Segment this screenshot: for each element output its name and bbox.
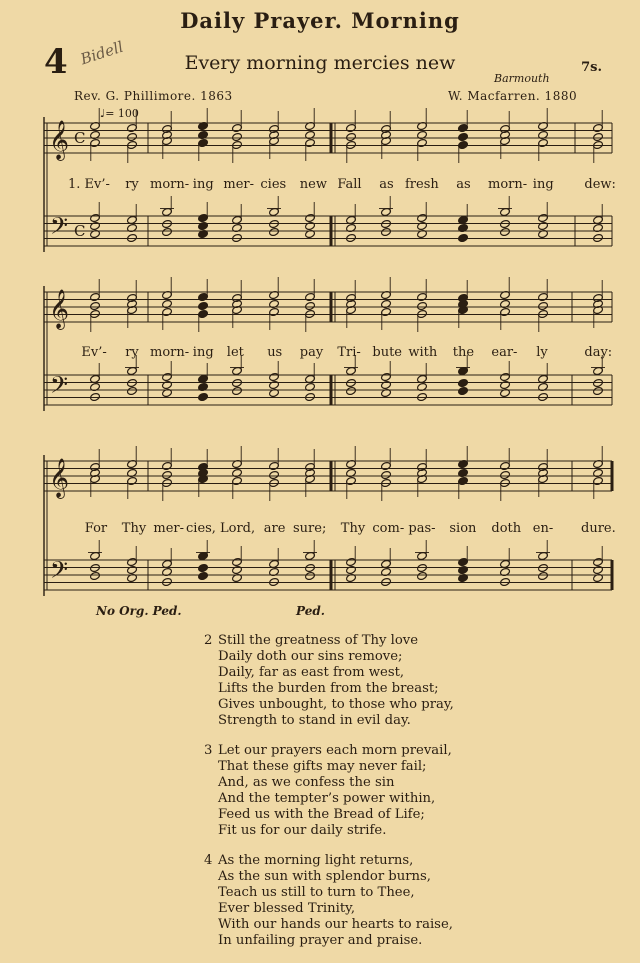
bass-clef: 𝄢 [50,371,69,404]
bass-note [198,221,209,230]
lyric-syllable: en- [532,521,554,536]
verse [204,743,454,839]
lyric-syllable: ly [536,345,548,360]
bass-note [162,219,173,228]
bass-note [346,386,357,395]
composer-credit: W. Macfarren. 1880 [448,89,578,103]
lyric-syllable: with [408,345,438,360]
lyric-syllable: doth [491,521,522,536]
bass-note [458,378,469,387]
bass-note [198,571,209,580]
verse [204,633,454,729]
treble-note [381,470,392,479]
hymn-first-line: Every morning mercies new [184,52,456,74]
lyric-syllable: Thy [121,521,147,536]
bass-note [500,380,511,389]
bass-note [346,565,357,574]
no-organ-pedal-mark: No Org. Ped. [96,604,182,618]
bass-note [232,565,243,574]
lyric-syllable: fresh [405,177,439,192]
bass-note [269,227,280,236]
treble-note [90,301,101,310]
lyric-syllable: 1. Ev’- [68,177,110,192]
lyric-syllable: us [267,345,283,360]
verse-line: As the sun with splendor burns, [218,869,432,884]
bass-note [593,386,604,395]
lyric-syllable: Lord, [220,521,256,536]
verse-line: Ever blessed Trinity, [218,901,356,916]
verse-line: Fit us for our daily strife. [218,823,387,838]
lyric-syllable: Thy [340,521,366,536]
lyric-syllable: ry [125,177,139,192]
bass-note [305,221,316,230]
bass-note [500,577,511,586]
bass-note [458,565,469,574]
pedal-mark: Ped. [296,604,325,618]
lyric-syllable: For [84,521,108,536]
lyric-syllable: let [226,345,244,360]
lyric-syllable: ing [532,177,554,192]
verse-line: And the tempter’s power within, [218,791,436,806]
bass-note [127,565,138,574]
verse-number: 4 [204,853,213,868]
bass-note [162,577,173,586]
lyric-syllable: sure; [293,521,327,536]
bass-note [305,563,316,572]
lyric-syllable: ing [192,177,214,192]
treble-clef: 𝄞 [49,458,70,498]
bass-note [417,221,428,230]
bass-note [90,563,101,572]
bass-note [269,380,280,389]
bass-note [305,571,316,580]
bass-note [198,563,209,572]
treble-note [198,301,209,310]
verse-line: Gives unbought, to those who pray, [218,697,454,712]
verse [204,853,454,949]
time-signature: C [74,129,86,147]
verse-line: Feed us with the Bread of Life; [218,807,425,822]
treble-clef: 𝄞 [49,289,70,329]
bass-note [232,378,243,387]
lyric-syllable: morn- [150,345,190,360]
lyric-syllable: morn- [150,177,190,192]
treble-note [127,132,138,141]
verse-line: Daily doth our sins remove; [218,649,403,664]
bass-note [162,380,173,389]
bass-note [458,233,469,242]
verse-line: That these gifts may never fail; [218,759,427,774]
lyric-syllable: are [263,521,286,536]
bass-note [232,233,243,242]
bass-note [269,219,280,228]
lyric-syllable: Fall [337,177,362,192]
treble-clef: 𝄞 [49,120,70,160]
bass-note [417,563,428,572]
bass-note [538,221,549,230]
treble-note [346,132,357,141]
lyric-syllable: mer- [223,177,255,192]
verse-number: 3 [204,743,213,758]
treble-note [417,301,428,310]
bass-note [90,392,101,401]
bass-note [269,577,280,586]
handwritten-note: Bidell [78,37,126,69]
verse-line: Teach us still to turn to Thee, [218,885,415,900]
verse-line: Lifts the burden from the breast; [218,681,439,696]
treble-note [162,470,173,479]
verse-line: As the morning light returns, [218,853,414,868]
bass-note [417,392,428,401]
bass-note [500,227,511,236]
lyric-syllable: as [456,177,471,192]
lyric-syllable: Tri- [337,345,361,360]
bass-note [162,227,173,236]
additional-verses [204,633,454,963]
tune-name: Barmouth [494,72,550,85]
lyric-syllable: pas- [408,521,436,536]
lyric-syllable: Ev’- [81,345,107,360]
bass-note [90,221,101,230]
bass-note [593,233,604,242]
bass-note [198,392,209,401]
lyric-syllable: cies [260,177,287,192]
bass-note [127,233,138,242]
tempo-marking: ♩= 100 [100,107,139,120]
verse-line: Still the greatness of Thy love [218,633,419,648]
hymn-number: 4 [44,42,68,82]
lyric-syllable: com- [372,521,405,536]
lyric-syllable: ing [192,345,214,360]
author-credit: Rev. G. Phillimore. 1863 [74,89,233,103]
verse-line: In unfailing prayer and praise. [218,933,423,948]
treble-note [458,132,469,141]
bass-note [305,392,316,401]
bass-note [538,563,549,572]
lyric-syllable: day: [584,345,613,360]
bass-note [417,571,428,580]
lyric-syllable: bute [372,345,403,360]
bass-note [381,380,392,389]
bass-clef: 𝄢 [50,556,69,589]
bass-note [127,378,138,387]
treble-note [269,470,280,479]
bass-note [538,392,549,401]
bass-note [381,219,392,228]
lyric-syllable: as [379,177,394,192]
bass-note [90,571,101,580]
bass-note [458,386,469,395]
treble-note [500,470,511,479]
verse-line: Daily, far as east from west, [218,665,405,680]
lyric-syllable: ry [125,345,139,360]
hymn-meter: 7s. [581,60,602,75]
lyric-syllable: the [452,345,475,360]
verse-line: And, as we confess the sin [218,775,395,790]
bass-note [500,219,511,228]
lyric-syllable: cies, [186,521,216,536]
treble-note [538,301,549,310]
bass-note [381,227,392,236]
bass-note [346,378,357,387]
verse-number: 2 [204,633,213,648]
lyric-syllable: pay [299,345,324,360]
bass-note [346,233,357,242]
verse-line: Strength to stand in evil day. [218,713,411,728]
lyric-syllable: dure. [581,521,616,536]
lyric-syllable: morn- [488,177,528,192]
bass-note [593,378,604,387]
lyric-syllable: ear- [491,345,518,360]
verse-line: Let our prayers each morn prevail, [218,743,452,758]
bass-note [127,386,138,395]
verse-line: With our hands our hearts to raise, [218,917,453,932]
treble-note [593,132,604,141]
lyric-syllable: new [299,177,327,192]
time-signature: C [74,222,86,240]
bass-note [381,577,392,586]
bass-clef: 𝄢 [50,212,69,245]
treble-note [305,301,316,310]
bass-note [593,565,604,574]
treble-note [232,132,243,141]
bass-note [232,386,243,395]
lyric-syllable: dew: [584,177,616,192]
lyric-syllable: sion [449,521,477,536]
lyric-syllable: mer- [153,521,185,536]
bass-note [538,571,549,580]
page-title: Daily Prayer. Morning [180,8,460,33]
